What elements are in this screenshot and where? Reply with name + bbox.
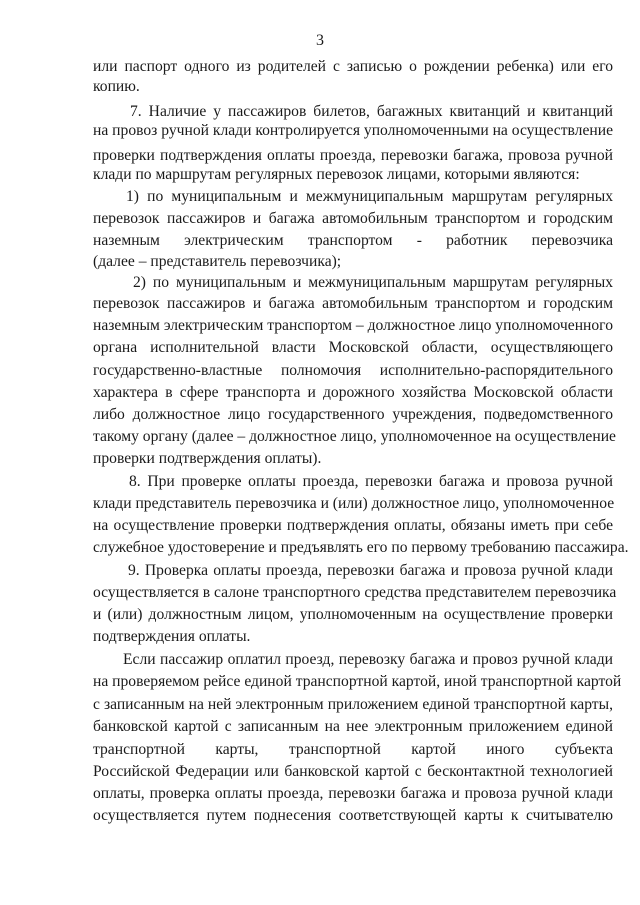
- text-line: служебное удостоверение и предъявлять его по первому требованию пассажира.: [93, 539, 629, 556]
- text-line: наземным электрическим транспортом – должностное лицо уполномоченного: [93, 317, 613, 334]
- text-line: Российской Федерации или банковской картой с бесконтактной технологией: [93, 763, 613, 780]
- text-line: на осуществление проверки подтверждения оплаты, обязаны иметь при себе: [93, 517, 613, 534]
- text-line: перевозок пассажиров и багажа автомобильным транспортом и городским: [93, 295, 613, 312]
- text-line: или паспорт одного из родителей с записью о рождении ребенка) или его: [93, 58, 613, 75]
- text-line: банковской картой с записанным на нее электронным приложением единой: [93, 718, 613, 735]
- text-line: характера в сфере транспорта и дорожного хозяйства Московской области: [93, 384, 613, 401]
- text-line: наземным электрическим транспортом - работник перевозчика: [93, 232, 613, 249]
- text-line: подтверждения оплаты.: [93, 628, 251, 645]
- text-line: на проверяемом рейсе единой транспортной картой, иной транспортной картой: [93, 673, 622, 690]
- text-line: органа исполнительной власти Московской области, осуществляющего: [93, 339, 613, 356]
- text-line: государственно-властные полномочия исполнительно-распорядительного: [93, 362, 613, 379]
- text-line: с записанным на ней электронным приложением единой транспортной карты,: [93, 696, 613, 713]
- text-line: клади представитель перевозчика и (или) должностное лицо, уполномоченное: [93, 495, 615, 512]
- text-line: на провоз ручной клади контролируется уполномоченными на осуществление: [93, 122, 613, 139]
- text-line: и (или) должностным лицом, уполномоченным на осуществление проверки: [93, 606, 613, 623]
- subitem-2-line: 2) по муниципальным и межмуниципальным маршрутам регулярных: [133, 274, 613, 291]
- paragraph-8-line: 8. При проверке оплаты проезда, перевозки багажа и провоза ручной: [129, 473, 613, 490]
- text-line: транспортной карты, транспортной картой иного субъекта: [93, 741, 613, 758]
- text-line: проверки подтверждения оплаты проезда, перевозки багажа, провоза ручной: [93, 147, 613, 164]
- subitem-1-line: 1) по муниципальным и межмуниципальным маршрутам регулярных: [126, 188, 613, 205]
- text-line: осуществляется путем поднесения соответствующей карты к считывателю: [93, 807, 613, 824]
- paragraph-payment-line: Если пассажир оплатил проезд, перевозку багажа и провоз ручной клади: [123, 651, 613, 668]
- paragraph-9-line: 9. Проверка оплаты проезда, перевозки багажа и провоза ручной клади: [128, 562, 613, 579]
- paragraph-7-line: 7. Наличие у пассажиров билетов, багажных квитанций и квитанций: [130, 103, 613, 120]
- text-line: клади по маршрутам регулярных перевозок лицами, которыми являются:: [93, 166, 580, 183]
- text-line: перевозок пассажиров и багажа автомобильным транспортом и городским: [93, 210, 613, 227]
- text-line: либо должностное лицо государственного учреждения, подведомственного: [93, 406, 613, 423]
- page-number: 3: [316, 32, 324, 49]
- text-line: осуществляется в салоне транспортного средства представителем перевозчика: [93, 584, 617, 601]
- text-line: проверки подтверждения оплаты).: [93, 450, 322, 467]
- text-line: (далее – представитель перевозчика);: [93, 253, 342, 270]
- text-line: копию.: [93, 78, 140, 95]
- text-line: оплаты, проверка оплаты проезда, перевозки багажа и провоза ручной клади: [93, 785, 613, 802]
- text-line: такому органу (далее – должностное лицо, уполномоченное на осуществление: [93, 428, 616, 445]
